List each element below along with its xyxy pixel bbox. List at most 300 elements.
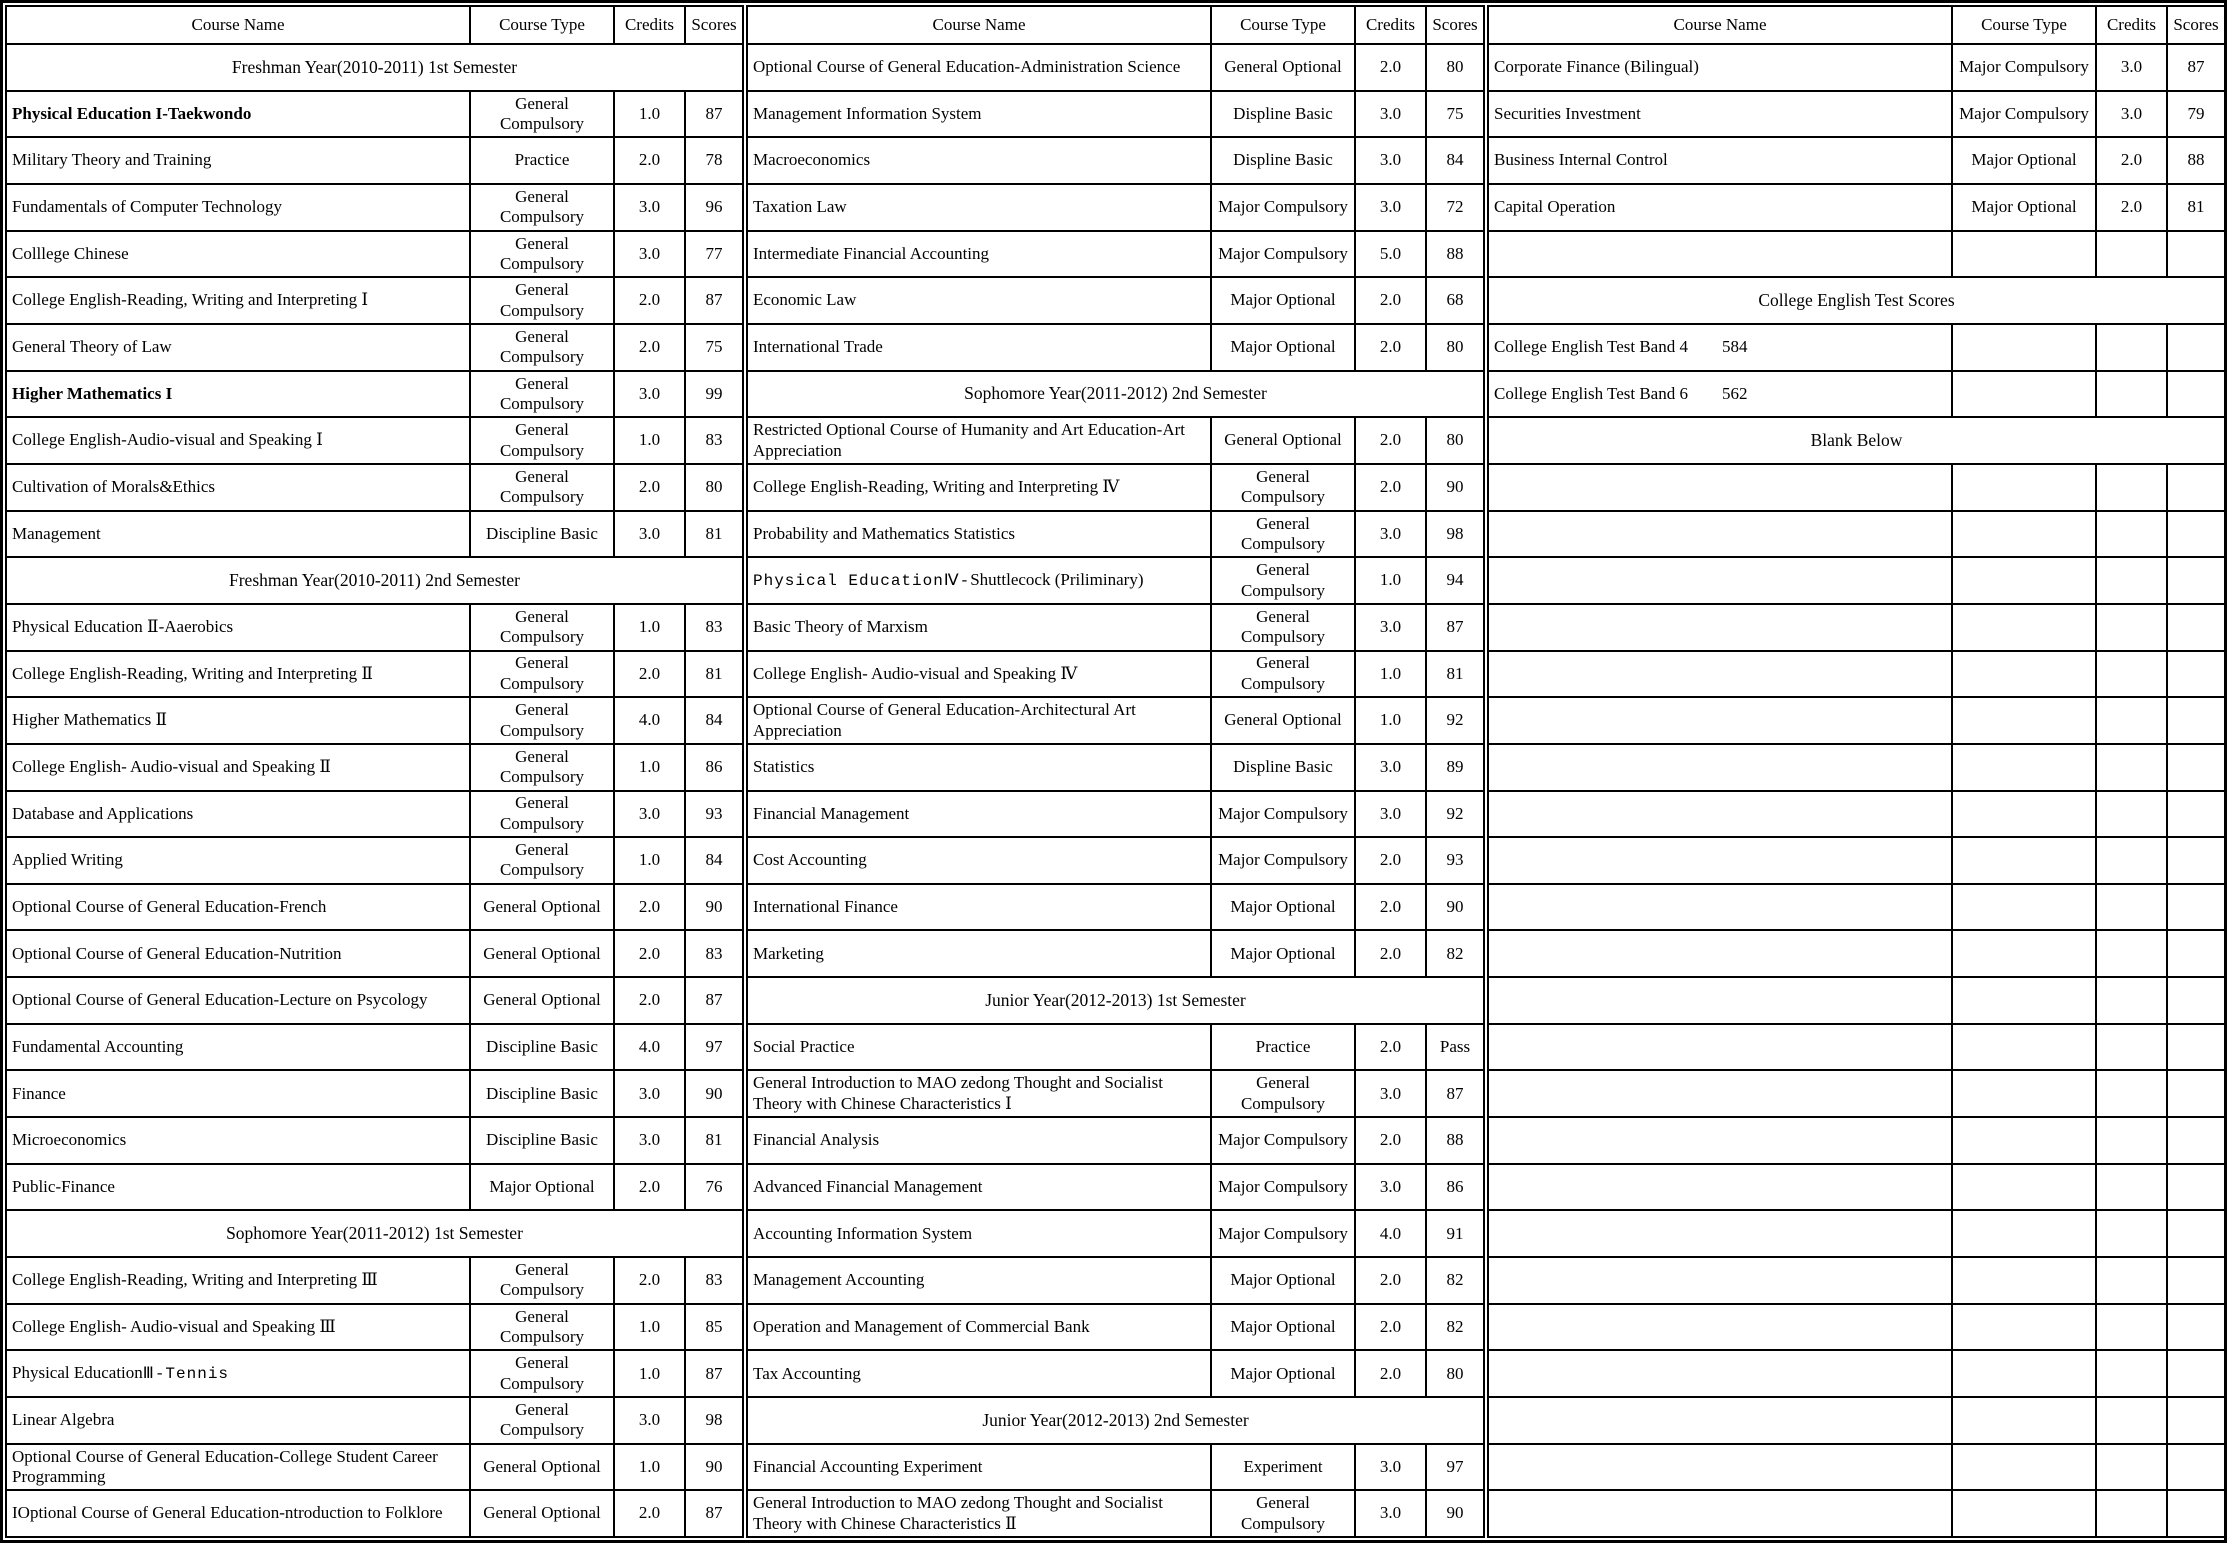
empty-credits-cell xyxy=(2096,1117,2167,1164)
cet-score-value: 562 xyxy=(1721,383,1748,403)
credits-cell: 2.0 xyxy=(614,651,685,698)
course-type-cell: General Optional xyxy=(470,884,614,931)
scores-cell: 92 xyxy=(1426,697,1484,744)
scores-cell: 90 xyxy=(685,1444,743,1491)
scores-cell: 87 xyxy=(685,1490,743,1537)
course-name-cell: College English-Reading, Writing and Interpreting Ⅳ xyxy=(747,464,1211,511)
course-name-cell: Macroeconomics xyxy=(747,137,1211,184)
course-type-cell: General Compulsory xyxy=(1211,651,1355,698)
empty-type-cell xyxy=(1952,1397,2096,1444)
scores-cell: 79 xyxy=(2167,91,2225,138)
transcript-table-middle xyxy=(746,5,1485,1538)
section-label: Junior Year(2012-2013) 1st Semester xyxy=(747,977,1484,1024)
course-row xyxy=(6,371,743,418)
empty-name-cell xyxy=(1488,1444,1952,1491)
course-name-cell: Database and Applications xyxy=(6,791,470,838)
table-header xyxy=(1488,6,2225,44)
empty-name-cell xyxy=(1488,1304,1952,1351)
empty-scores-cell xyxy=(2167,1444,2225,1491)
scores-cell: 78 xyxy=(685,137,743,184)
course-row xyxy=(6,604,743,651)
empty-row xyxy=(1488,557,2225,604)
course-type-cell: Major Optional xyxy=(1952,184,2096,231)
scores-cell: 88 xyxy=(2167,137,2225,184)
course-type-cell: Major Compulsory xyxy=(1211,231,1355,278)
empty-name-cell xyxy=(1488,930,1952,977)
course-type-cell: General Optional xyxy=(470,977,614,1024)
credits-cell: 3.0 xyxy=(1355,91,1426,138)
course-name-cell: Accounting Information System xyxy=(747,1210,1211,1257)
empty-row xyxy=(1488,1350,2225,1397)
empty-name-cell xyxy=(1488,1490,1952,1537)
empty-row xyxy=(1488,511,2225,558)
empty-scores-cell xyxy=(2167,1257,2225,1304)
course-name-cell: Financial Management xyxy=(747,791,1211,838)
empty-name-cell xyxy=(1488,744,1952,791)
credits-cell: 3.0 xyxy=(2096,91,2167,138)
empty-credits-cell xyxy=(2096,371,2167,418)
empty-scores-cell xyxy=(2167,697,2225,744)
course-row xyxy=(6,324,743,371)
credits-cell: 3.0 xyxy=(614,231,685,278)
course-row xyxy=(747,1024,1484,1071)
course-type-cell: General Compulsory xyxy=(470,184,614,231)
empty-scores-cell xyxy=(2167,744,2225,791)
credits-cell: 1.0 xyxy=(614,604,685,651)
credits-cell: 3.0 xyxy=(1355,137,1426,184)
course-row xyxy=(747,557,1484,604)
empty-type-cell xyxy=(1952,837,2096,884)
course-row xyxy=(747,1210,1484,1257)
empty-credits-cell xyxy=(2096,1024,2167,1071)
credits-cell: 3.0 xyxy=(1355,604,1426,651)
course-row xyxy=(6,137,743,184)
course-name-cell: College English-Reading, Writing and Interpreting Ⅱ xyxy=(6,651,470,698)
course-row xyxy=(6,91,743,138)
course-type-cell: Experiment xyxy=(1211,1444,1355,1491)
section-label: Junior Year(2012-2013) 2nd Semester xyxy=(747,1397,1484,1444)
empty-credits-cell xyxy=(2096,1164,2167,1211)
course-type-cell: General Optional xyxy=(470,930,614,977)
course-row xyxy=(747,1164,1484,1211)
scores-cell: 76 xyxy=(685,1164,743,1211)
column-header-credits: Credits xyxy=(614,6,685,44)
course-type-cell: General Compulsory xyxy=(470,417,614,464)
course-name-part-mono: Physical EducationⅣ- xyxy=(753,571,971,590)
empty-row xyxy=(1488,1117,2225,1164)
scores-cell: 93 xyxy=(685,791,743,838)
course-type-cell: Major Optional xyxy=(1211,1257,1355,1304)
course-name-cell: Optional Course of General Education-Administration Science xyxy=(747,44,1211,91)
empty-type-cell xyxy=(1952,977,2096,1024)
empty-scores-cell xyxy=(2167,1350,2225,1397)
course-row xyxy=(6,837,743,884)
empty-row xyxy=(1488,884,2225,931)
scores-cell: 84 xyxy=(685,697,743,744)
course-name-cell: Restricted Optional Course of Humanity and Art Education-Art Appreciation xyxy=(747,417,1211,464)
course-name-cell: Fundamental Accounting xyxy=(6,1024,470,1071)
course-name-cell: Optional Course of General Education-Architectural Art Appreciation xyxy=(747,697,1211,744)
course-type-cell: General Compulsory xyxy=(470,277,614,324)
course-name-cell: Linear Algebra xyxy=(6,1397,470,1444)
empty-credits-cell xyxy=(2096,1490,2167,1537)
course-name-cell: Advanced Financial Management xyxy=(747,1164,1211,1211)
course-name-cell: Management xyxy=(6,511,470,558)
empty-row xyxy=(1488,231,2225,278)
credits-cell: 3.0 xyxy=(614,791,685,838)
empty-row xyxy=(1488,1490,2225,1537)
scores-cell: 94 xyxy=(1426,557,1484,604)
empty-type-cell xyxy=(1952,930,2096,977)
empty-scores-cell xyxy=(2167,884,2225,931)
scores-cell: 68 xyxy=(1426,277,1484,324)
column-header-course-name: Course Name xyxy=(1488,6,1952,44)
empty-row xyxy=(1488,651,2225,698)
credits-cell: 3.0 xyxy=(1355,184,1426,231)
course-type-cell: General Compulsory xyxy=(470,1397,614,1444)
empty-row xyxy=(1488,1444,2225,1491)
course-row xyxy=(6,1490,743,1537)
empty-name-cell xyxy=(1488,557,1952,604)
course-row xyxy=(747,231,1484,278)
semester-section-row xyxy=(747,977,1484,1024)
course-name-cell xyxy=(747,557,1211,604)
empty-name-cell xyxy=(1488,884,1952,931)
semester-section-row xyxy=(747,371,1484,418)
course-row xyxy=(747,884,1484,931)
scores-cell: 92 xyxy=(1426,791,1484,838)
course-name-cell: Corporate Finance (Bilingual) xyxy=(1488,44,1952,91)
transcript-table-right xyxy=(1487,5,2226,1538)
course-name-cell: Optional Course of General Education-Nutrition xyxy=(6,930,470,977)
course-name-cell: College English-Audio-visual and Speaking Ⅰ xyxy=(6,417,470,464)
scores-cell: 81 xyxy=(2167,184,2225,231)
course-type-cell: Major Compulsory xyxy=(1211,1164,1355,1211)
empty-scores-cell xyxy=(2167,511,2225,558)
empty-name-cell xyxy=(1488,1397,1952,1444)
course-type-cell: Displine Basic xyxy=(1211,91,1355,138)
empty-credits-cell xyxy=(2096,884,2167,931)
credits-cell: 1.0 xyxy=(614,1304,685,1351)
course-name-cell: Financial Accounting Experiment xyxy=(747,1444,1211,1491)
course-name-cell: Higher Mathematics Ⅱ xyxy=(6,697,470,744)
empty-type-cell xyxy=(1952,744,2096,791)
empty-scores-cell xyxy=(2167,1070,2225,1117)
course-row xyxy=(747,1117,1484,1164)
empty-scores-cell xyxy=(2167,930,2225,977)
empty-credits-cell xyxy=(2096,1257,2167,1304)
course-type-cell: General Compulsory xyxy=(470,324,614,371)
scores-cell: 89 xyxy=(1426,744,1484,791)
credits-cell: 5.0 xyxy=(1355,231,1426,278)
course-type-cell: General Optional xyxy=(1211,697,1355,744)
transcript-table-left xyxy=(5,5,744,1538)
course-row xyxy=(747,464,1484,511)
empty-name-cell xyxy=(1488,1257,1952,1304)
course-name-cell: Physical Education I-Taekwondo xyxy=(6,91,470,138)
course-row xyxy=(6,1070,743,1117)
scores-cell: 88 xyxy=(1426,1117,1484,1164)
course-name-cell: Optional Course of General Education-French xyxy=(6,884,470,931)
empty-name-cell xyxy=(1488,1024,1952,1071)
scores-cell: 87 xyxy=(685,1350,743,1397)
credits-cell: 3.0 xyxy=(1355,1444,1426,1491)
course-name-cell: Public-Finance xyxy=(6,1164,470,1211)
course-name-cell: Basic Theory of Marxism xyxy=(747,604,1211,651)
scores-cell: 82 xyxy=(1426,1304,1484,1351)
course-name-cell: Probability and Mathematics Statistics xyxy=(747,511,1211,558)
empty-credits-cell xyxy=(2096,791,2167,838)
course-type-cell: General Compulsory xyxy=(470,837,614,884)
credits-cell: 2.0 xyxy=(614,884,685,931)
credits-cell: 3.0 xyxy=(1355,791,1426,838)
empty-name-cell xyxy=(1488,1210,1952,1257)
credits-cell: 2.0 xyxy=(1355,930,1426,977)
table-header xyxy=(747,6,1484,44)
empty-type-cell xyxy=(1952,557,2096,604)
empty-credits-cell xyxy=(2096,464,2167,511)
course-name-cell: Fundamentals of Computer Technology xyxy=(6,184,470,231)
empty-scores-cell xyxy=(2167,604,2225,651)
scores-cell: 81 xyxy=(685,511,743,558)
credits-cell: 2.0 xyxy=(614,977,685,1024)
scores-cell: 82 xyxy=(1426,1257,1484,1304)
course-row xyxy=(747,1490,1484,1537)
scores-cell: 90 xyxy=(685,1070,743,1117)
cet-label-cell xyxy=(1488,371,1952,418)
scores-cell: 83 xyxy=(685,930,743,977)
column-header-credits: Credits xyxy=(2096,6,2167,44)
course-type-cell: Major Compulsory xyxy=(1211,184,1355,231)
course-type-cell: Displine Basic xyxy=(1211,744,1355,791)
table-header xyxy=(6,6,743,44)
course-name-cell: Optional Course of General Education-College Student Career Programming xyxy=(6,1444,470,1491)
course-row xyxy=(6,464,743,511)
course-row xyxy=(6,417,743,464)
course-type-cell: Major Optional xyxy=(470,1164,614,1211)
course-row xyxy=(747,930,1484,977)
course-type-cell: Major Optional xyxy=(1211,277,1355,324)
scores-cell: 77 xyxy=(685,231,743,278)
empty-type-cell xyxy=(1952,1304,2096,1351)
course-type-cell: General Compulsory xyxy=(470,91,614,138)
scores-cell: 83 xyxy=(685,1257,743,1304)
column-header-credits: Credits xyxy=(1355,6,1426,44)
empty-name-cell xyxy=(1488,1070,1952,1117)
empty-type-cell xyxy=(1952,1117,2096,1164)
empty-type-cell xyxy=(1952,884,2096,931)
credits-cell: 2.0 xyxy=(1355,1304,1426,1351)
credits-cell: 2.0 xyxy=(1355,884,1426,931)
cet-score-row xyxy=(1488,371,2225,418)
course-type-cell: General Compulsory xyxy=(470,604,614,651)
credits-cell: 4.0 xyxy=(1355,1210,1426,1257)
scores-cell: 96 xyxy=(685,184,743,231)
course-row xyxy=(747,1350,1484,1397)
empty-name-cell xyxy=(1488,791,1952,838)
empty-row xyxy=(1488,791,2225,838)
course-row xyxy=(6,697,743,744)
scores-cell: 86 xyxy=(1426,1164,1484,1211)
empty-type-cell xyxy=(1952,1490,2096,1537)
empty-credits-cell xyxy=(2096,324,2167,371)
scores-cell: 86 xyxy=(685,744,743,791)
cet-label-cell xyxy=(1488,324,1952,371)
credits-cell: 2.0 xyxy=(1355,1350,1426,1397)
course-type-cell: Major Compulsory xyxy=(1952,91,2096,138)
course-type-cell: Major Optional xyxy=(1211,324,1355,371)
semester-section-row xyxy=(747,1397,1484,1444)
credits-cell: 3.0 xyxy=(2096,44,2167,91)
course-name-cell: Marketing xyxy=(747,930,1211,977)
course-name-cell: Optional Course of General Education-Lecture on Psycology xyxy=(6,977,470,1024)
course-name-part: Physical Education xyxy=(12,1363,143,1383)
scores-cell: 87 xyxy=(2167,44,2225,91)
course-type-cell: General Compulsory xyxy=(470,651,614,698)
credits-cell: 1.0 xyxy=(614,837,685,884)
course-type-cell: General Compulsory xyxy=(470,1304,614,1351)
course-row xyxy=(747,604,1484,651)
credits-cell: 3.0 xyxy=(614,511,685,558)
course-type-cell: Major Optional xyxy=(1211,930,1355,977)
course-name-cell: Physical Education Ⅱ-Aaerobics xyxy=(6,604,470,651)
empty-credits-cell xyxy=(2096,977,2167,1024)
empty-type-cell xyxy=(1952,324,2096,371)
credits-cell: 2.0 xyxy=(1355,1117,1426,1164)
credits-cell: 4.0 xyxy=(614,697,685,744)
credits-cell: 2.0 xyxy=(2096,137,2167,184)
scores-cell: 82 xyxy=(1426,930,1484,977)
empty-scores-cell xyxy=(2167,791,2225,838)
credits-cell: 2.0 xyxy=(614,1490,685,1537)
credits-cell: 3.0 xyxy=(1355,511,1426,558)
empty-row xyxy=(1488,697,2225,744)
credits-cell: 2.0 xyxy=(1355,44,1426,91)
section-label: Sophomore Year(2011-2012) 2nd Semester xyxy=(747,371,1484,418)
credits-cell: 2.0 xyxy=(1355,324,1426,371)
course-type-cell: General Compulsory xyxy=(1211,604,1355,651)
course-name-cell: College English- Audio-visual and Speaking Ⅳ xyxy=(747,651,1211,698)
course-type-cell: Discipline Basic xyxy=(470,1024,614,1071)
credits-cell: 4.0 xyxy=(614,1024,685,1071)
column-header-scores: Scores xyxy=(2167,6,2225,44)
course-type-cell: Discipline Basic xyxy=(470,1070,614,1117)
section-label: Blank Below xyxy=(1488,417,2225,464)
course-name-cell: College English-Reading, Writing and Interpreting Ⅰ xyxy=(6,277,470,324)
empty-type-cell xyxy=(1952,1024,2096,1071)
empty-type-cell xyxy=(1952,1210,2096,1257)
empty-name-cell xyxy=(1488,651,1952,698)
course-row xyxy=(6,884,743,931)
course-type-cell: Major Optional xyxy=(1211,1350,1355,1397)
course-name-cell: Financial Analysis xyxy=(747,1117,1211,1164)
section-label: Freshman Year(2010-2011) 1st Semester xyxy=(6,44,743,91)
empty-credits-cell xyxy=(2096,1070,2167,1117)
empty-name-cell xyxy=(1488,1117,1952,1164)
credits-cell: 2.0 xyxy=(614,324,685,371)
header-row xyxy=(1488,6,2225,44)
scores-cell: 80 xyxy=(1426,324,1484,371)
empty-scores-cell xyxy=(2167,1164,2225,1211)
empty-credits-cell xyxy=(2096,604,2167,651)
semester-section-row xyxy=(6,557,743,604)
credits-cell: 3.0 xyxy=(614,1397,685,1444)
scores-cell: 90 xyxy=(1426,884,1484,931)
course-name-cell: College English- Audio-visual and Speaking Ⅲ xyxy=(6,1304,470,1351)
empty-type-cell xyxy=(1952,1070,2096,1117)
scores-cell: 72 xyxy=(1426,184,1484,231)
course-row xyxy=(6,651,743,698)
course-row xyxy=(747,137,1484,184)
empty-scores-cell xyxy=(2167,837,2225,884)
empty-name-cell xyxy=(1488,604,1952,651)
course-type-cell: Practice xyxy=(1211,1024,1355,1071)
empty-type-cell xyxy=(1952,511,2096,558)
column-header-scores: Scores xyxy=(1426,6,1484,44)
course-row xyxy=(6,1444,743,1491)
scores-cell: 87 xyxy=(1426,604,1484,651)
course-type-cell: Major Compulsory xyxy=(1211,1117,1355,1164)
course-name-cell: International Trade xyxy=(747,324,1211,371)
credits-cell: 2.0 xyxy=(1355,417,1426,464)
empty-type-cell xyxy=(1952,1164,2096,1211)
course-row xyxy=(747,1070,1484,1117)
credits-cell: 2.0 xyxy=(614,464,685,511)
scores-cell: 99 xyxy=(685,371,743,418)
course-type-cell: General Compulsory xyxy=(470,1257,614,1304)
empty-type-cell xyxy=(1952,604,2096,651)
course-name-cell: Higher Mathematics I xyxy=(6,371,470,418)
course-type-cell: General Compulsory xyxy=(470,464,614,511)
course-row xyxy=(6,184,743,231)
course-name-cell: Business Internal Control xyxy=(1488,137,1952,184)
empty-name-cell xyxy=(1488,511,1952,558)
course-name-cell: General Theory of Law xyxy=(6,324,470,371)
course-name-cell: General Introduction to MAO zedong Thought and Socialist Theory with Chinese Characteristics Ⅱ xyxy=(747,1490,1211,1537)
empty-credits-cell xyxy=(2096,231,2167,278)
course-type-cell: Discipline Basic xyxy=(470,1117,614,1164)
course-name-cell: Cost Accounting xyxy=(747,837,1211,884)
course-type-cell: General Compulsory xyxy=(470,1350,614,1397)
empty-type-cell xyxy=(1952,1350,2096,1397)
course-row xyxy=(747,744,1484,791)
credits-cell: 3.0 xyxy=(614,371,685,418)
credits-cell: 1.0 xyxy=(614,744,685,791)
course-type-cell: General Optional xyxy=(470,1444,614,1491)
course-type-cell: General Compulsory xyxy=(1211,1490,1355,1537)
credits-cell: 2.0 xyxy=(614,277,685,324)
course-name-cell: Taxation Law xyxy=(747,184,1211,231)
credits-cell: 2.0 xyxy=(1355,464,1426,511)
empty-name-cell xyxy=(1488,977,1952,1024)
credits-cell: 2.0 xyxy=(614,930,685,977)
empty-scores-cell xyxy=(2167,557,2225,604)
course-row xyxy=(6,1117,743,1164)
empty-credits-cell xyxy=(2096,651,2167,698)
course-name-cell: Operation and Management of Commercial Bank xyxy=(747,1304,1211,1351)
course-row xyxy=(747,277,1484,324)
scores-cell: 91 xyxy=(1426,1210,1484,1257)
scores-cell: 85 xyxy=(685,1304,743,1351)
empty-name-cell xyxy=(1488,231,1952,278)
empty-scores-cell xyxy=(2167,1117,2225,1164)
empty-name-cell xyxy=(1488,837,1952,884)
credits-cell: 3.0 xyxy=(614,1117,685,1164)
scores-cell: 90 xyxy=(685,884,743,931)
cet-label: College English Test Band 6 xyxy=(1494,383,1688,403)
course-row xyxy=(1488,91,2225,138)
scores-cell: 87 xyxy=(685,91,743,138)
